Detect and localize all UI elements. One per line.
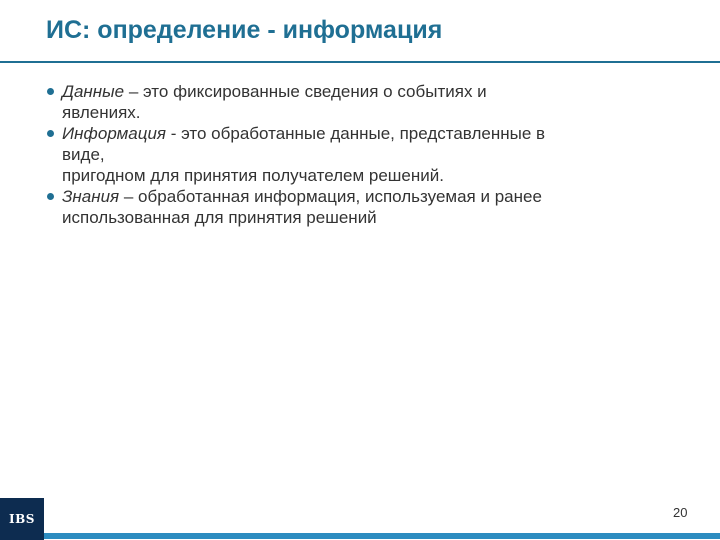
definition-text: – обработанная информация, используемая и ранее [119, 187, 542, 206]
bullet-line [62, 123, 696, 144]
bullet-line [62, 81, 696, 102]
term-data: Данные [62, 82, 125, 101]
bullet-line: виде, [62, 145, 105, 164]
bullet-line: использованная для принятия решений [62, 208, 377, 227]
definition-text: – это фиксированные сведения о событиях и [124, 82, 487, 101]
logo-text: IBS [9, 512, 35, 526]
bullet-dot-icon [47, 88, 54, 95]
definition-text: - это обработанные данные, представленные в [166, 124, 546, 143]
bullet-item-data [46, 81, 696, 123]
bullet-line: пригодном для принятия получателем решений. [62, 166, 444, 185]
bullet-list [46, 81, 696, 228]
bullet-line: явлениях. [62, 103, 141, 122]
term-information: Информация [62, 124, 166, 143]
slide-title: ИС: определение - информация [46, 16, 443, 44]
bullet-item-information [46, 123, 696, 186]
footer-bar [44, 533, 720, 539]
term-knowledge: Знания [62, 187, 120, 206]
title-underline [0, 61, 720, 63]
ibs-logo [0, 498, 44, 540]
bullet-item-knowledge [46, 186, 696, 228]
bullet-line [62, 186, 696, 207]
bullet-dot-icon [47, 193, 54, 200]
page-number: 20 [673, 505, 688, 520]
bullet-dot-icon [47, 130, 54, 137]
